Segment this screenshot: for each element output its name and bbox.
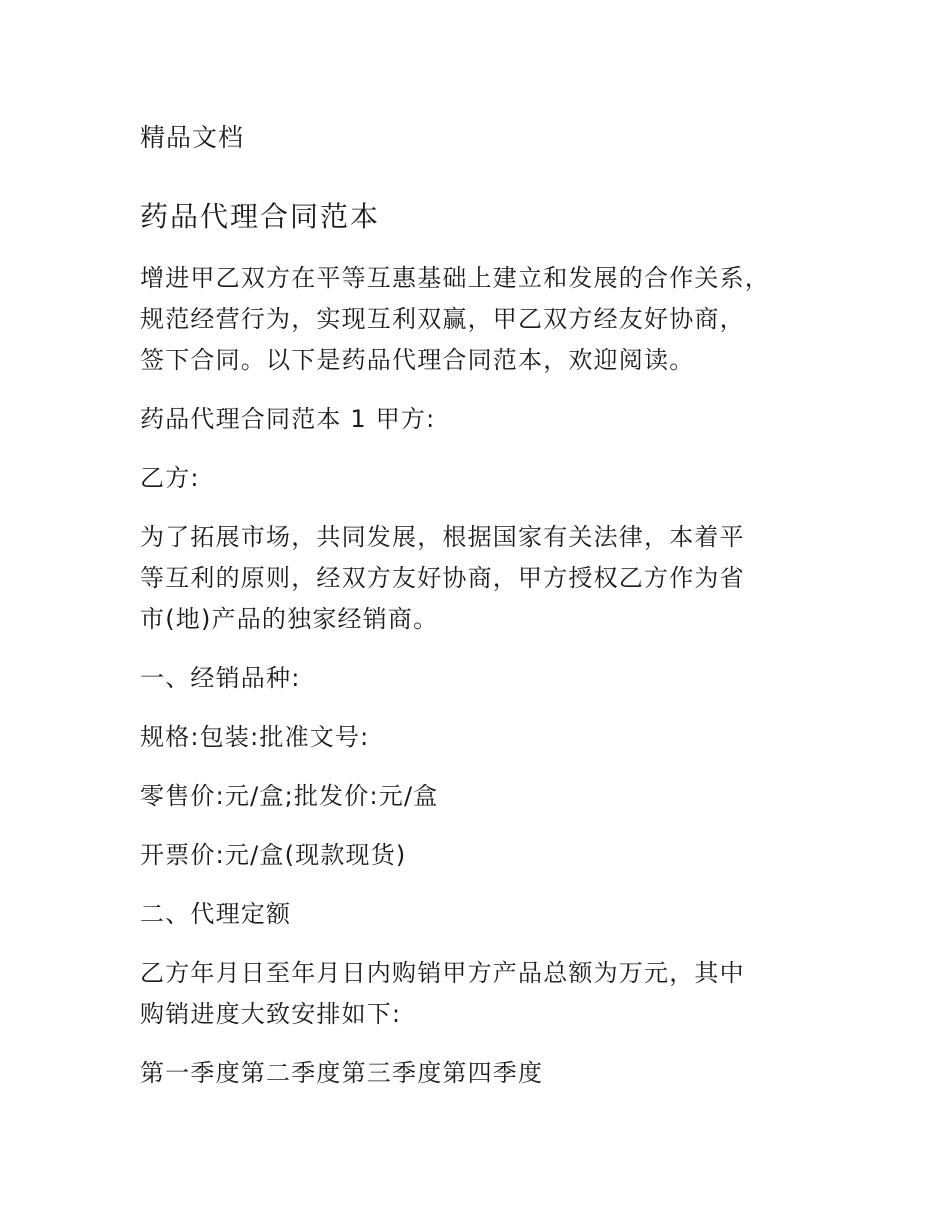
- purpose-paragraph: 为了拓展市场，共同发展，根据国家有关法律，本着平 等互利的原则，经双方友好协商，甲方授权乙方作为省 市(地)产品的独家经销商。: [140, 523, 745, 633]
- section-1-heading: 一、经销品种:: [140, 664, 301, 692]
- document-title: 药品代理合同范本: [140, 200, 381, 233]
- invoice-price-line: 开票价:元/盒(现款现货): [140, 841, 407, 869]
- document-header: 精品文档: [140, 123, 245, 152]
- quarters-line: 第一季度第二季度第三季度第四季度: [140, 1059, 544, 1087]
- price-line: 零售价:元/盒;批发价:元/盒: [140, 782, 439, 810]
- quota-paragraph: 乙方年月日至年月日内购销甲方产品总额为万元，其中 购销进度大致安排如下:: [140, 959, 745, 1028]
- document-body: [140, 258, 820, 1112]
- spec-line: 规格:包装:批准文号:: [140, 723, 370, 751]
- section-2-heading: 二、代理定额: [140, 900, 292, 928]
- intro-paragraph: 增进甲乙双方在平等互惠基础上建立和发展的合作关系， 规范经营行为，实现互利双赢，甲乙双方经友好协商， 签下合同。以下是药品代理合同范本，欢迎阅读。: [140, 264, 770, 374]
- contract-heading-party-a: 药品代理合同范本 1 甲方:: [140, 405, 436, 433]
- party-b-line: 乙方:: [140, 464, 200, 492]
